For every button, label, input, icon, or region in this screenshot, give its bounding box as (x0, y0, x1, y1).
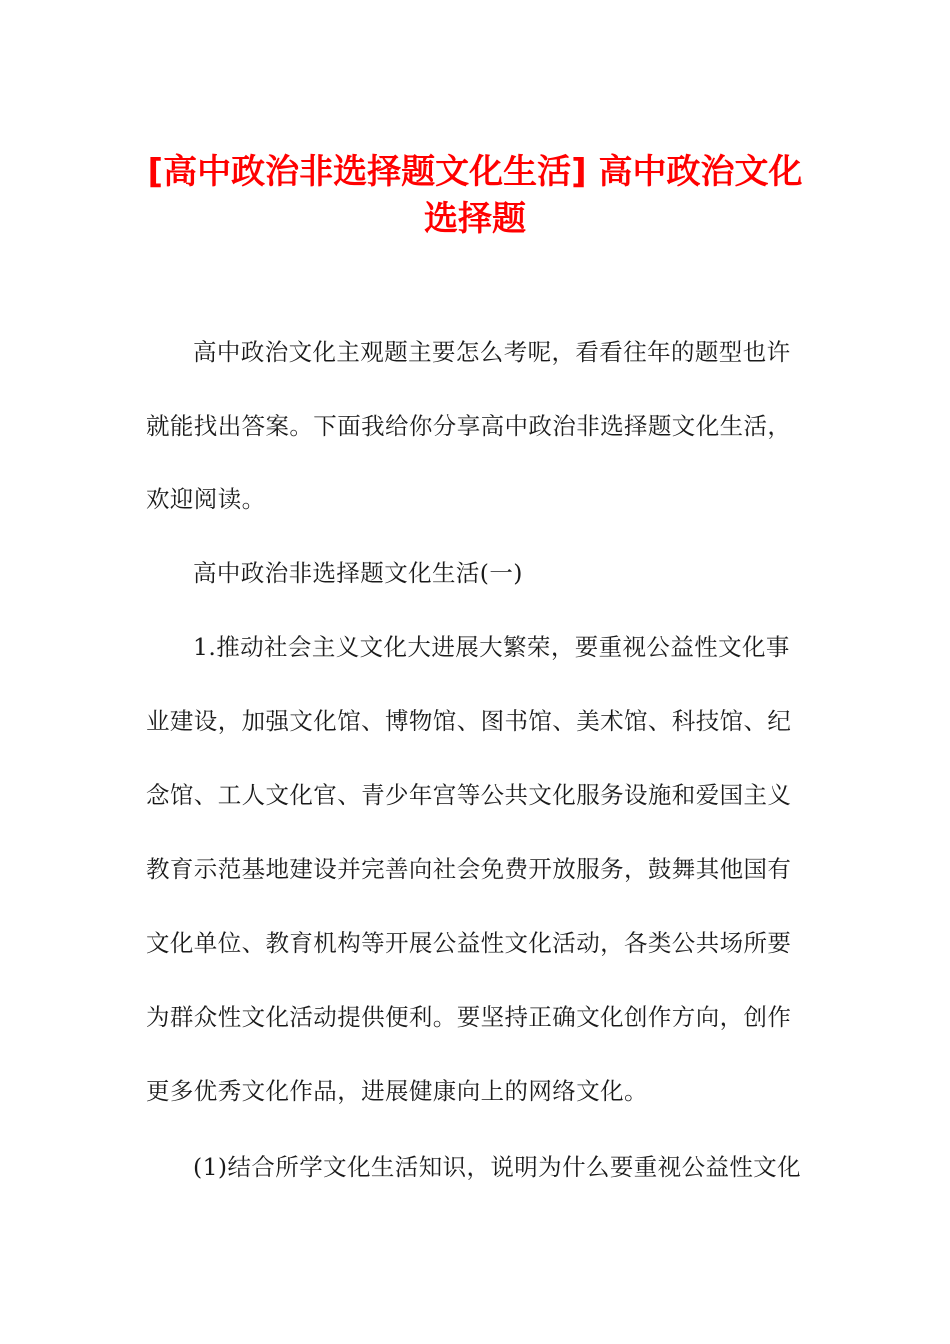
paragraph-line: 1.推动社会主义文化大进展大繁荣，要重视公益性文化事 (193, 633, 790, 661)
paragraph-line: 文化单位、教育机构等开展公益性文化活动，各类公共场所要 (146, 929, 792, 957)
section-heading: 高中政治非选择题文化生活(一) (193, 559, 523, 587)
paragraph-line: 业建设，加强文化馆、博物馆、图书馆、美术馆、科技馆、纪 (146, 707, 792, 735)
paragraph-line: 就能找出答案。下面我给你分享高中政治非选择题文化生活， (146, 412, 792, 440)
paragraph-line: 念馆、工人文化官、青少年宫等公共文化服务设施和爱国主义 (146, 781, 792, 809)
paragraph-line: 高中政治文化主观题主要怎么考呢，看看往年的题型也许 (193, 338, 791, 366)
paragraph-line: 更多优秀文化作品，进展健康向上的网络文化。 (146, 1077, 648, 1105)
question-line: (1)结合所学文化生活知识，说明为什么要重视公益性文化 (193, 1153, 802, 1181)
document-title-line-2: 选择题 (424, 199, 526, 239)
paragraph-line: 欢迎阅读。 (146, 485, 266, 513)
paragraph-line: 教育示范基地建设并完善向社会免费开放服务，鼓舞其他国有 (146, 855, 792, 883)
paragraph-line: 为群众性文化活动提供便利。要坚持正确文化创作方向，创作 (146, 1003, 792, 1031)
document-title-line-1: [高中政治非选择题文化生活] 高中政治文化 (147, 152, 803, 192)
